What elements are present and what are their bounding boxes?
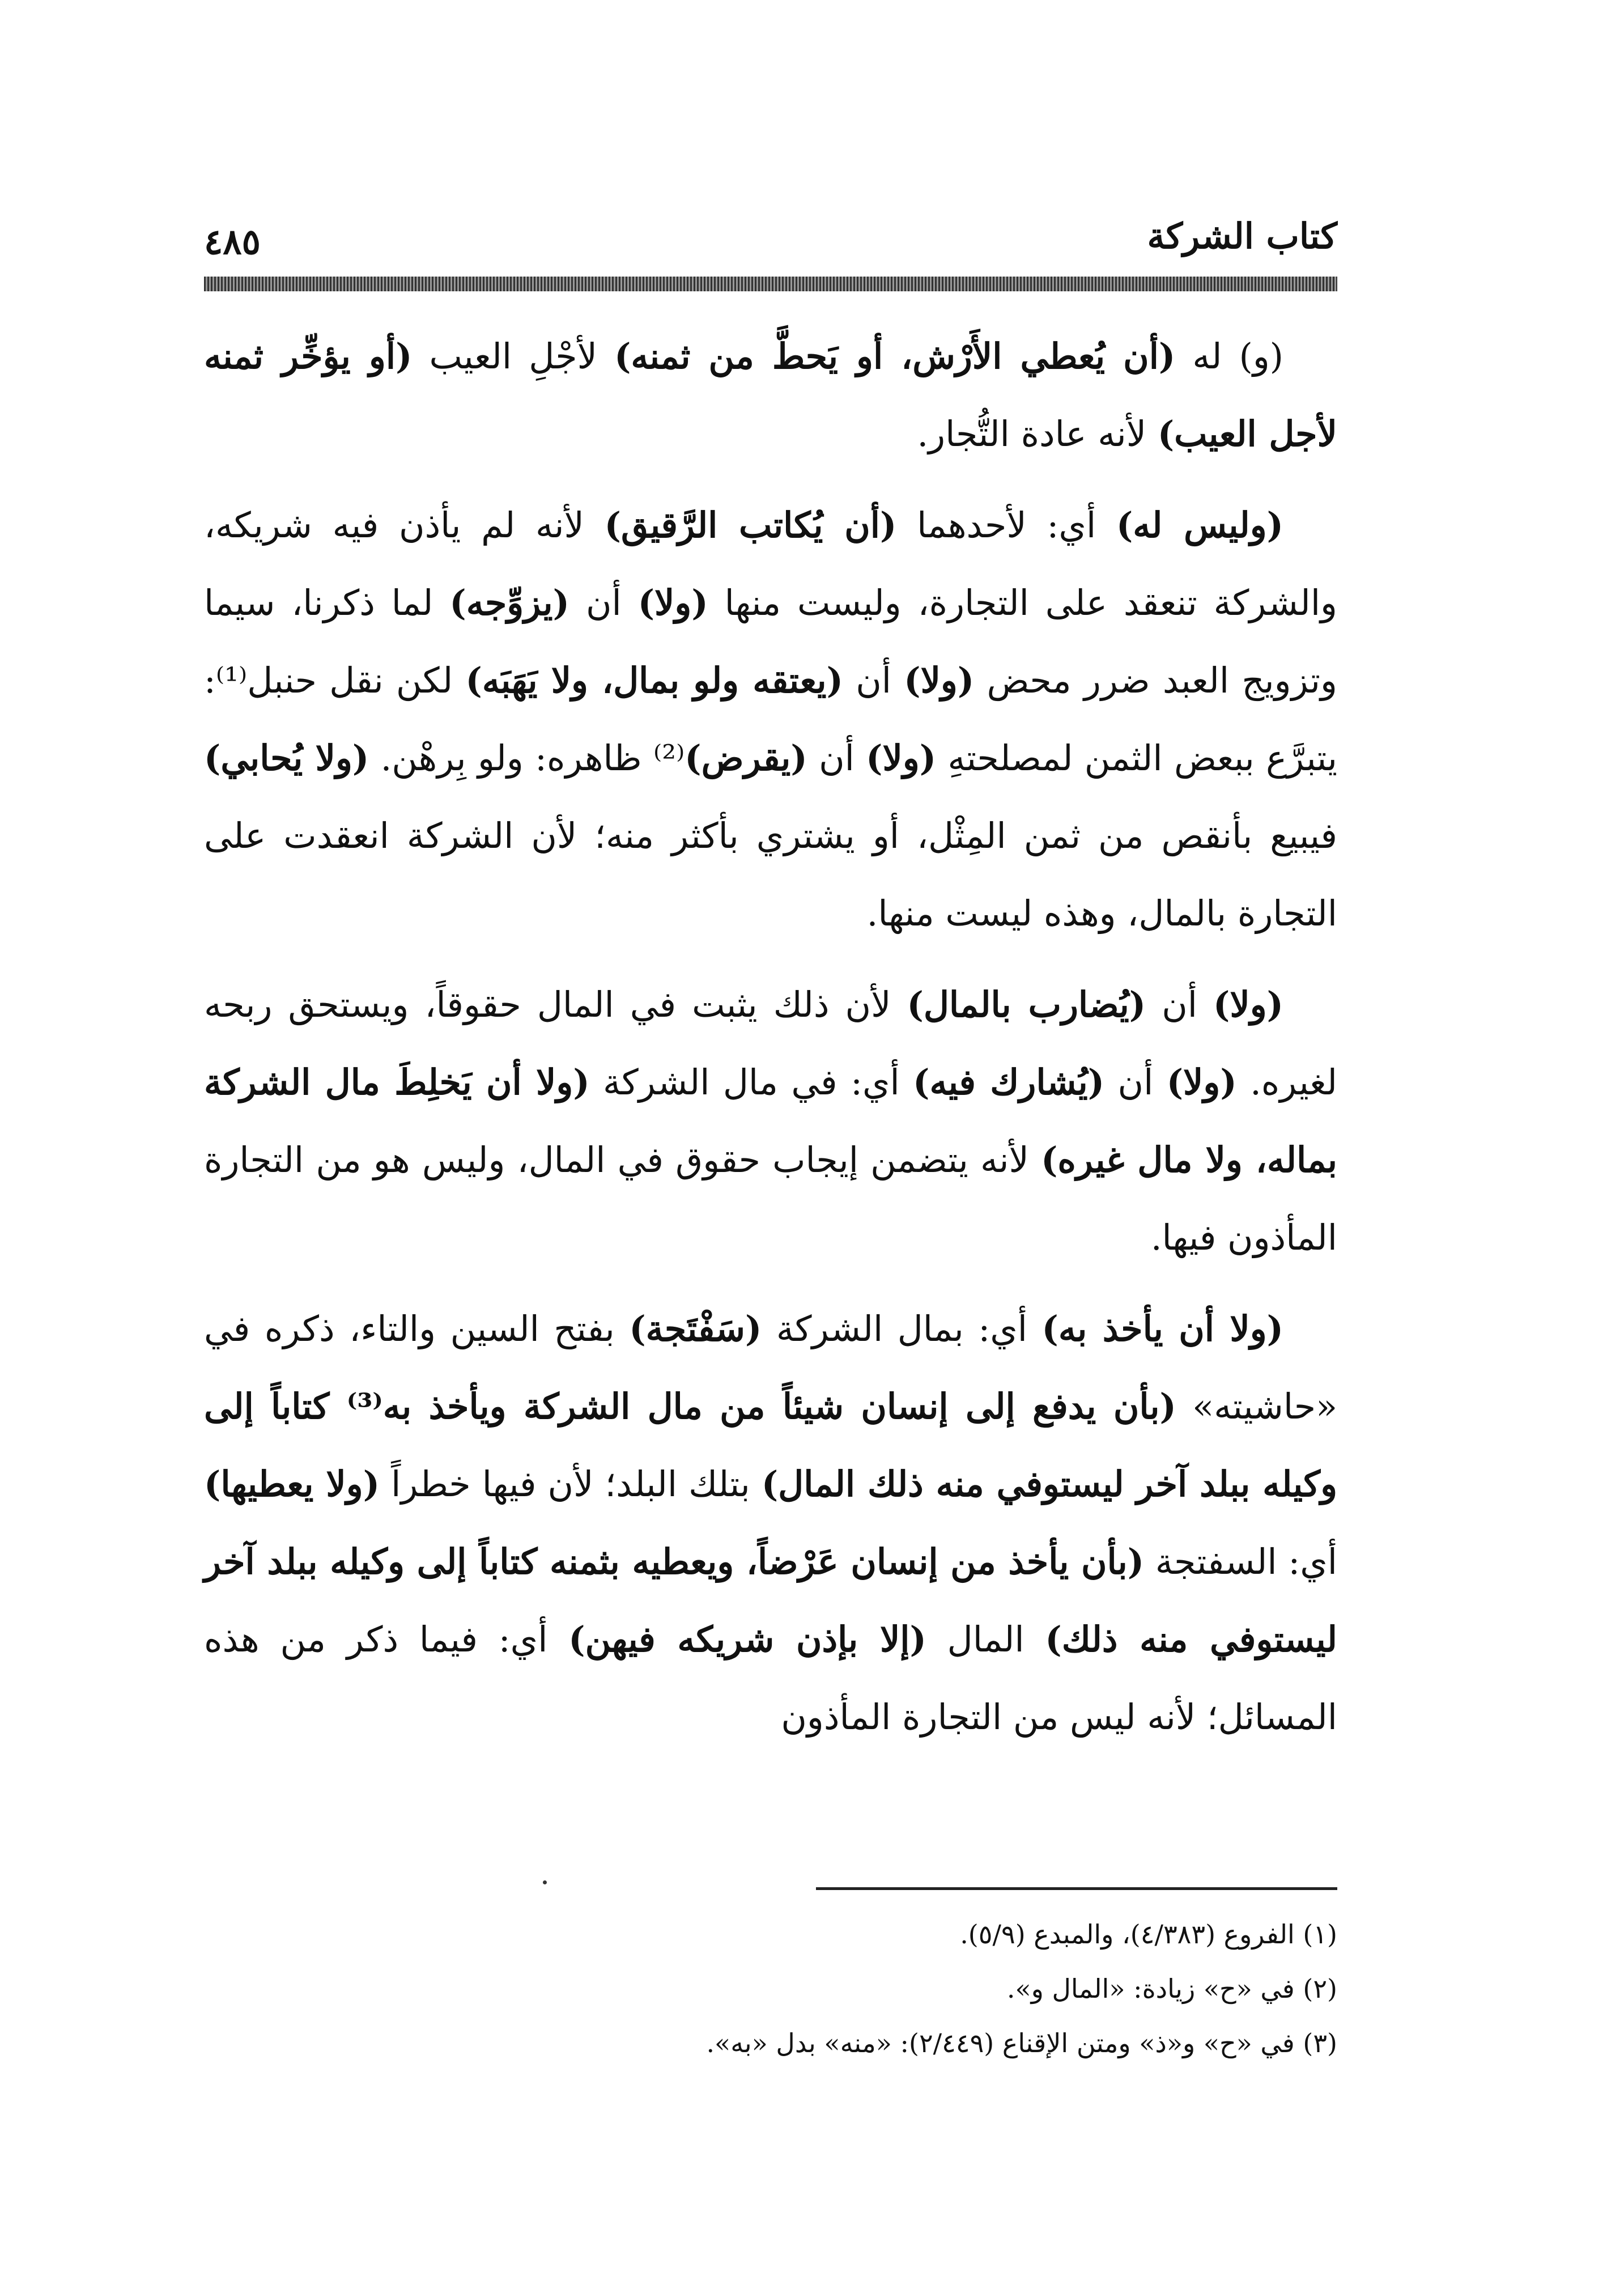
paragraph xyxy=(204,317,1337,473)
commentary-text: أن xyxy=(807,737,866,779)
commentary-text: بتلك البلد؛ لأن فيها خطراً xyxy=(380,1463,762,1505)
bold-matn-text: (يُضارب بالمال) xyxy=(907,984,1146,1025)
footnotes xyxy=(204,1907,1337,2070)
commentary-text: ⁽²⁾ ظاهره: ولو بِرهْن. xyxy=(369,737,685,779)
paragraph xyxy=(204,1290,1337,1756)
commentary-text: أن xyxy=(1104,1061,1167,1103)
bold-matn-text: (ولا) xyxy=(1213,984,1283,1025)
bold-matn-text: (ولا) xyxy=(637,582,708,623)
commentary-text: أي: بمال الشركة xyxy=(762,1308,1042,1349)
page-number: ٤٨٥ xyxy=(204,221,261,262)
bold-matn-text: (إلا بإذن شريكه فيهن) xyxy=(568,1619,926,1660)
bold-matn-text: (ولا يعطيها) xyxy=(204,1463,380,1505)
stray-mark xyxy=(543,1880,547,1884)
commentary-text: أن xyxy=(1146,984,1214,1025)
bold-matn-text: (بأن يدفع إلى إنسان شيئاً من مال الشركة ويأخذ به⁽³⁾ كتاباً إلى وكيله ببلد آخر ليستوفي منه ذلك المال) xyxy=(204,1386,1338,1505)
commentary-text: (و) له xyxy=(1175,336,1283,377)
bold-matn-text: (أن يُكاتب الرَّقيق) xyxy=(604,504,897,546)
bold-matn-text: (ولا) xyxy=(904,660,975,701)
footnote-3: (٣) في «ح» و«ذ» ومتن الإقناع (٢/٤٤٩): «منه» بدل «به». xyxy=(706,2028,1337,2058)
running-title: كتاب الشركة xyxy=(1147,215,1337,257)
bold-matn-text: (يُشارك فيه) xyxy=(913,1061,1105,1103)
bold-matn-text: (ولا أن يَخلِطَ مال الشركة بماله، ولا مال غيره) xyxy=(204,1061,1337,1181)
bold-matn-text: (يقرض) xyxy=(685,737,807,779)
commentary-text: لأجْلِ العيب xyxy=(412,336,615,377)
footnote-2: (٢) في «ح» زيادة: «المال و». xyxy=(1006,1973,1337,2004)
commentary-text: أي: في مال الشركة xyxy=(589,1061,913,1103)
footnote-1: (١) الفروع (٤/٣٨٣)، والمبدع (٥/٩). xyxy=(960,1919,1337,1950)
commentary-text: أن xyxy=(843,660,904,701)
commentary-text: لما ذكرنا، سيما وتزويج العبد ضرر محض xyxy=(204,582,1337,701)
bold-matn-text: (أو يؤخِّر ثمنه لأجل العيب) xyxy=(204,336,1337,455)
footnote-rule xyxy=(816,1887,1337,1890)
bold-matn-text: (بأن يأخذ من إنسان عَرْضاً، ويعطيه بثمنه كتاباً إلى وكيله ببلد آخر ليستوفي منه ذلك) xyxy=(204,1541,1337,1660)
bold-matn-text: (ولا) xyxy=(866,737,937,779)
commentary-text: لأنه يتضمن إيجاب حقوق في المال، وليس هو من التجارة المأذون فيها. xyxy=(204,1139,1337,1258)
bold-matn-text: (ولا أن يأخذ به) xyxy=(1041,1308,1283,1349)
commentary-text: بفتح السين والتاء، ذكره في «حاشيته» xyxy=(204,1308,1337,1427)
header-rule xyxy=(204,277,1337,291)
bold-matn-text: (يزوِّجه) xyxy=(449,582,570,623)
bold-matn-text: (ولا) xyxy=(1166,1061,1237,1103)
commentary-text: لأنه لم يأذن فيه شريكه، والشركة تنعقد على التجارة، وليست منها xyxy=(204,504,1337,623)
page-header xyxy=(204,210,1337,272)
commentary-text: أي: لأحدهما xyxy=(896,504,1116,546)
commentary-text: أي: السفتجة xyxy=(1144,1541,1337,1582)
commentary-text: المال xyxy=(926,1619,1045,1660)
paragraph xyxy=(204,966,1337,1276)
bold-matn-text: (ولا يُحابي) xyxy=(204,737,369,779)
paragraph xyxy=(204,486,1337,952)
commentary-text: أي: فيما ذكر من هذه المسائل؛ لأنه ليس من التجارة المأذون xyxy=(204,1619,1337,1738)
commentary-text: فيبيع بأنقص من ثمن المِثْل، أو يشتري بأكثر منه؛ لأن الشركة انعقدت على التجارة بالمال، وهذه ليست منها. xyxy=(204,815,1337,934)
commentary-text: لكن نقل حنبل⁽¹⁾: يتبرَّع ببعض الثمن لمصلحتهِ xyxy=(204,660,1337,779)
bold-matn-text: (سَفْتَجة) xyxy=(629,1308,762,1349)
bold-matn-text: (وليس له) xyxy=(1116,504,1283,546)
commentary-text: لأن ذلك يثبت في المال حقوقاً، ويستحق ربحه لغيره. xyxy=(204,984,1337,1103)
main-text xyxy=(204,317,1337,1769)
bold-matn-text: (يعتقه ولو بمال، ولا يَهَبَه) xyxy=(465,660,844,701)
bold-matn-text: (أن يُعطي الأَرْش، أو يَحطَّ من ثمنه) xyxy=(614,336,1176,377)
commentary-text: أن xyxy=(569,582,638,623)
commentary-text: لأنه عادة التُّجار. xyxy=(917,413,1158,455)
